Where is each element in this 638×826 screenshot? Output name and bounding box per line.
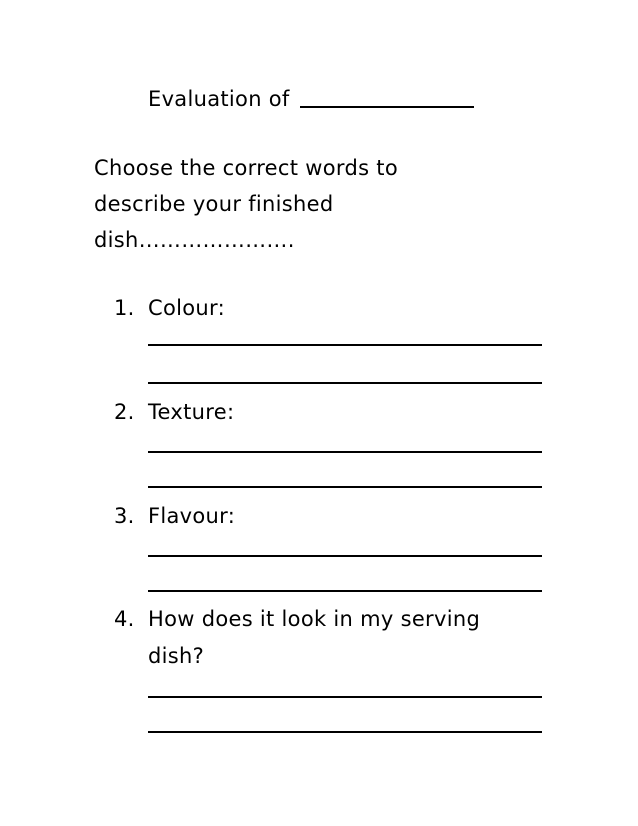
answer-line-flavour-1[interactable] bbox=[148, 555, 542, 557]
question-label-continued: dish? bbox=[148, 644, 205, 668]
answer-line-serving-1[interactable] bbox=[148, 696, 542, 698]
question-number: 2. bbox=[114, 400, 135, 424]
answer-line-colour-2[interactable] bbox=[148, 382, 542, 384]
answer-line-texture-2[interactable] bbox=[148, 486, 542, 488]
title-text: Evaluation of bbox=[148, 87, 290, 111]
question-label: Colour: bbox=[148, 296, 225, 320]
instruction-line: dish…………………. bbox=[94, 228, 295, 252]
answer-line-flavour-2[interactable] bbox=[148, 590, 542, 592]
answer-line-texture-1[interactable] bbox=[148, 451, 542, 453]
question-number: 1. bbox=[114, 296, 135, 320]
title-blank-line[interactable] bbox=[300, 84, 474, 108]
question-number: 3. bbox=[114, 504, 135, 528]
question-label: How does it look in my serving bbox=[148, 607, 481, 631]
answer-line-colour-1[interactable] bbox=[148, 344, 542, 346]
worksheet-title bbox=[148, 84, 474, 111]
question-label: Flavour: bbox=[148, 504, 236, 528]
question-label: Texture: bbox=[148, 400, 235, 424]
instruction-line: describe your finished bbox=[94, 192, 334, 216]
answer-line-serving-2[interactable] bbox=[148, 731, 542, 733]
question-number: 4. bbox=[114, 607, 135, 631]
instructions bbox=[94, 150, 534, 258]
instruction-line: Choose the correct words to bbox=[94, 156, 398, 180]
